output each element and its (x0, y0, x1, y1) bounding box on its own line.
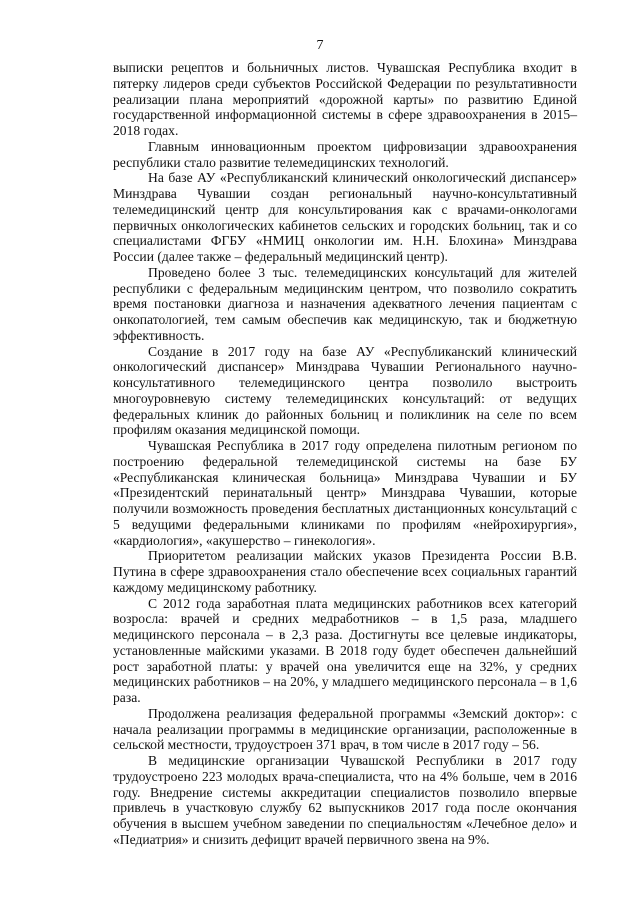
document-body (113, 60, 577, 848)
paragraph-zemsky-doctor: Продолжена реализация федеральной программы «Земский доктор»: с начала реализации программы в медицинские организации, расположенные в сельской местности, трудоустроен 371 врач, в том числе в 2017 году – 56. (113, 705, 577, 753)
paragraph-oncology-center: На базе АУ «Республиканский клинический онкологический диспансер» Минздрава Чувашии создан региональный научно-консультативный телемедицинский центр для консультирования как с врачами-онкологами первичных онкологических кабинетов сельских и городских больниц, так и со специалистами ФГБУ «НМИЦ онкологии им. Н.Н. Блохина» Минздрава России (далее также – федеральный медицинский центр). (113, 170, 577, 264)
page-number: 7 (316, 38, 324, 53)
paragraph-consultations: Проведено более 3 тыс. телемедицинских консультаций для жителей республики с федеральным медицинским центром, что позволило сократить время постановки диагноза и назначения адекватного лечения пациентам с онкопатологией, тем самым обеспечив как медицинскую, так и бюджетную эффективность. (113, 264, 577, 343)
paragraph-salaries: С 2012 года заработная плата медицинских работников всех категорий возросла: врачей и средних медработников – в 1,5 раза, младшего медицинского персонала – в 2,3 раза. Достигнуты все целевые индикаторы, установленные майскими указами. В 2018 году будет обеспечен дальнейший рост заработной платы: у врачей она увеличится еще на 32%, у средних медицинских работников – на 20%, у младшего медицинского персонала – в 1,6 раза. (113, 595, 577, 705)
paragraph-may-decrees: Приоритетом реализации майских указов Президента России В.В. Путина в сфере здравоохранения стало обеспечение всех социальных гарантий каждому медицинскому работнику. (113, 548, 577, 595)
paragraph-young-specialists: В медицинские организации Чувашской Республики в 2017 году трудоустроено 223 молодых врача-специалиста, что на 4% больше, чем в 2016 году. Внедрение системы аккредитации специалистов позволило впервые привлечь в участковую службу 62 выпускников 2017 года после окончания обучения в высшем учебном заведении по специальностям «Лечебное дело» и «Педиатрия» и снизить дефицит врачей первичного звена на 9%. (113, 753, 577, 847)
paragraph-telemedicine-intro: Главным инновационным проектом цифровизации здравоохранения республики стало развитие телемедицинских технологий. (113, 138, 577, 170)
paragraph-pilot-region: Чувашская Республика в 2017 году определена пилотным регионом по построению федеральной телемедицинской системы на базе БУ «Республиканская клиническая больница» Минздрава Чувашии и БУ «Президентский перинатальный центр» Минздрава Чувашии, которые получили возможность проведения бесплатных дистанционных консультаций с 5 ведущими федеральными клиниками по профилям «нейрохирургия», «кардиология», «акушерство – гинекология». (113, 438, 577, 548)
paragraph-regional-center: Создание в 2017 году на базе АУ «Республиканский клинический онкологический диспансер» Минздрава Чувашии Регионального научно-консультативного телемедицинского центра позволило выстроить многоуровневую систему телемедицинских консультаций: от ведущих федеральных клиник до районных больниц и поликлиник на селе по всем профилям оказания медицинской помощи. (113, 343, 577, 438)
paragraph-continued: выписки рецептов и больничных листов. Чувашская Республика входит в пятерку лидеров среди субъектов Российской Федерации по результативности реализации плана мероприятий «дорожной карты» по развитию Единой государственной информационной системы в сфере здравоохранения в 2015–2018 годах. (113, 60, 577, 138)
